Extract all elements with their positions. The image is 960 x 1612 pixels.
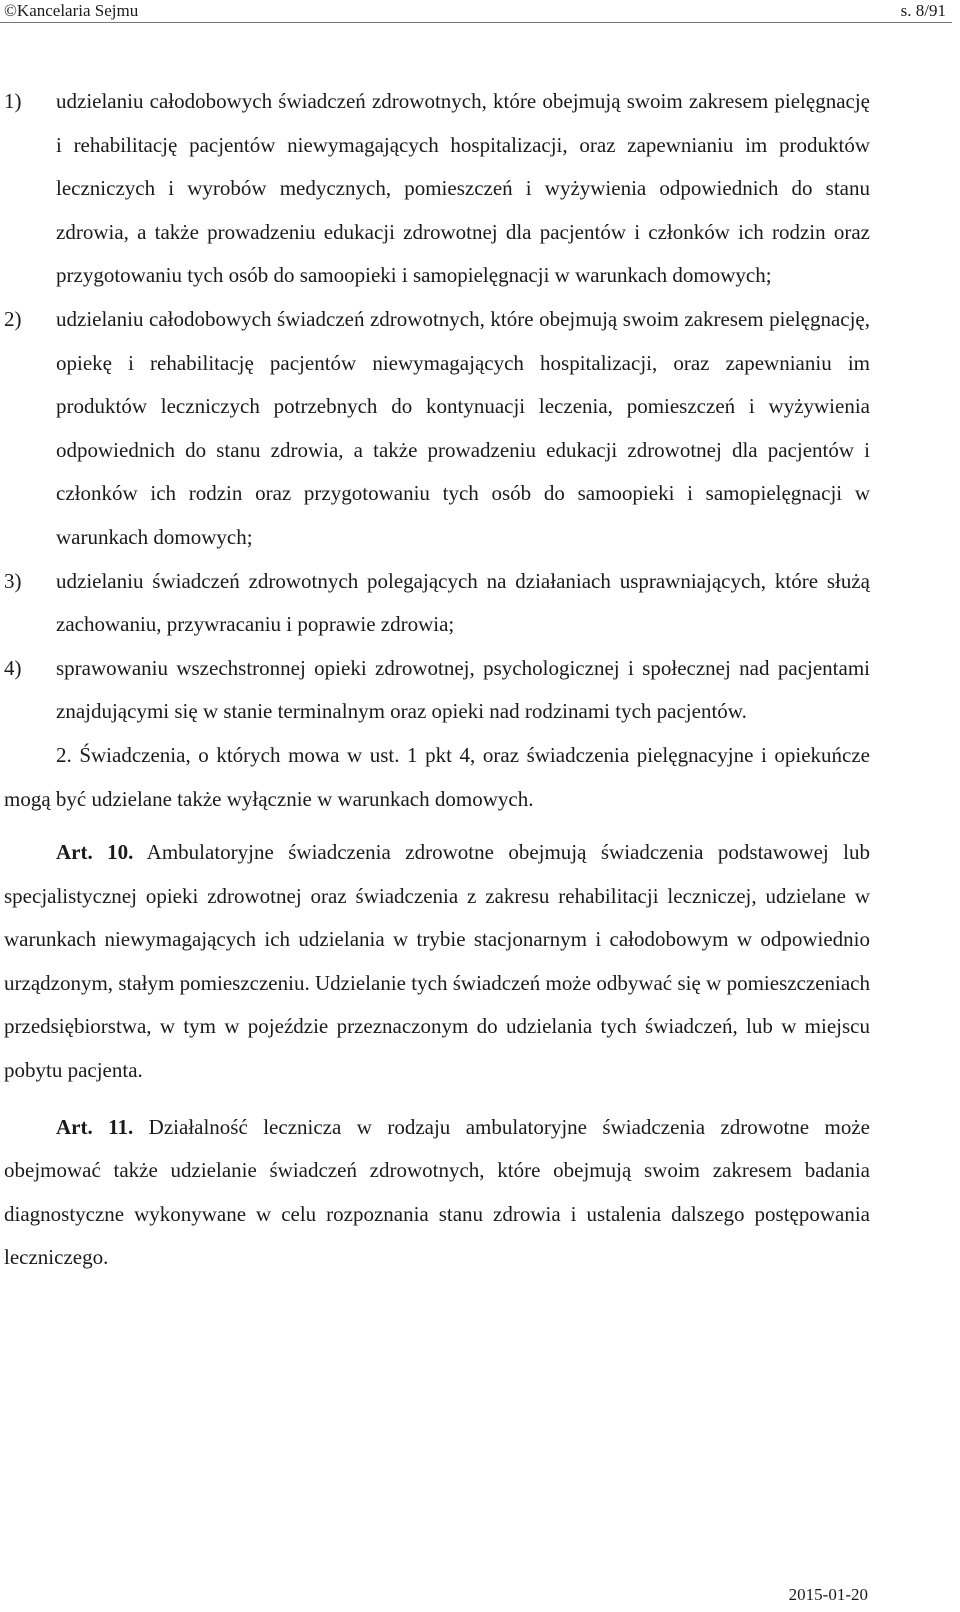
- header-page-number: s. 8/91: [900, 1, 946, 20]
- document-body: [4, 80, 870, 1280]
- list-item-text: sprawowaniu wszechstronnej opieki zdrowotnej, psychologicznej i społecznej nad pacjentami znajdującymi się w stanie terminalnym oraz opieki nad rodzinami tych pacjentów.: [56, 655, 870, 724]
- article-11-text: Działalność lecznicza w rodzaju ambulatoryjne świadczenia zdrowotne może obejmować także udzielanie świadczeń zdrowotnych, które obejmują swoim zakresem badania diagnostyczne wykonywane w celu rozpoznania stanu zdrowia i ustalenia dalszego postępowania leczniczego.: [4, 1114, 870, 1270]
- article-10-text: Ambulatoryjne świadczenia zdrowotne obejmują świadczenia podstawowej lub specjalistycznej opieki zdrowotnej oraz świadczenia z zakresu rehabilitacji leczniczej, udzielane w warunkach niewymagających ich udzielania w trybie stacjonarnym i całodobowym w odpowiednio urządzonym, stałym pomieszczeniu. Udzielanie tych świadczeń może odbywać się w pomieszczeniach przedsiębiorstwa, w tym w pojeździe przeznaczonym do udzielania tych świadczeń, lub w miejscu pobytu pacjenta.: [4, 840, 870, 1083]
- article-11-label: Art. 11.: [56, 1114, 134, 1139]
- list-item: [4, 80, 870, 298]
- list-item-number: 1): [4, 89, 22, 113]
- list-item-text: udzielaniu całodobowych świadczeń zdrowotnych, które obejmują swoim zakresem pielęgnację i rehabilitację pacjentów niewymagających hospitalizacji, oraz zapewnianiu im produktów leczniczych i wyrobów medycznych, pomieszczeń i wyżywienia odpowiednich do stanu zdrowia, a także prowadzeniu edukacji zdrowotnej dla pacjentów i członków ich rodzin oraz przygotowaniu tych osób do samoopieki i samopielęgnacji w warunkach domowych;: [56, 89, 870, 288]
- article-10-label: Art. 10.: [56, 840, 134, 865]
- article-10: [4, 831, 870, 1093]
- list-item-number: 3): [4, 568, 22, 593]
- list-item: [4, 298, 870, 560]
- header-source: ©Kancelaria Sejmu: [4, 1, 139, 20]
- list-item: [4, 647, 870, 734]
- list-item-number: 4): [4, 655, 22, 680]
- footer-date: 2015-01-20: [788, 1585, 868, 1604]
- list-item-number: 2): [4, 306, 22, 331]
- header-divider: [0, 22, 952, 23]
- list-item: [4, 560, 870, 647]
- page-header: [0, 0, 960, 24]
- list-item-text: udzielaniu świadczeń zdrowotnych polegających na działaniach usprawniających, które służą zachowaniu, przywracaniu i poprawie zdrowia;: [56, 568, 870, 637]
- list-item-text: udzielaniu całodobowych świadczeń zdrowotnych, które obejmują swoim zakresem pielęgnację, opiekę i rehabilitację pacjentów niewymagających hospitalizacji, oraz zapewnianiu im produktów leczniczych potrzebnych do kontynuacji leczenia, pomieszczeń i wyżywienia odpowiednich do stanu zdrowia, a także prowadzeniu edukacji zdrowotnej dla pacjentów i członków ich rodzin oraz przygotowaniu tych osób do samoopieki i samopielęgnacji w warunkach domowych;: [56, 306, 870, 549]
- paragraph-ust-2: 2. Świadczenia, o których mowa w ust. 1 pkt 4, oraz świadczenia pielęgnacyjne i opiekuńcze mogą być udzielane także wyłącznie w warunkach domowych.: [4, 742, 870, 811]
- article-11: [4, 1106, 870, 1280]
